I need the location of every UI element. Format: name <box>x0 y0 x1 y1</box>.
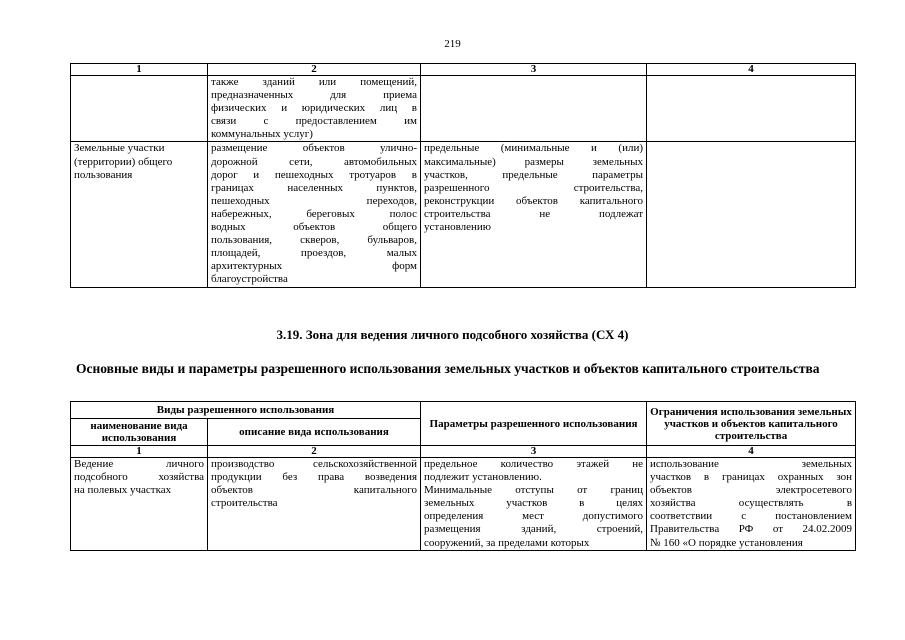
col-number: 4 <box>647 446 856 458</box>
cell-line: водных объектов общего <box>211 221 417 234</box>
cell-line: реконструкции объектов капитального <box>424 194 643 207</box>
column-number-row <box>71 446 856 458</box>
header-col4: Ограничения использования земельных участков и объектов капитального строительства <box>647 402 856 446</box>
cell-line: дорог и пешеходных тротуаров в <box>211 168 417 181</box>
cell-line: определения мест допустимого <box>424 510 644 523</box>
cell-line: № 160 «О порядке установления <box>650 536 803 549</box>
cell-line: участков, предельные параметры <box>424 168 643 181</box>
cell-line: предназначенных для приема <box>211 89 417 102</box>
cell-line: набережных, береговых полос <box>211 207 417 220</box>
table-cell <box>421 76 647 142</box>
cell-line: пользования, скверов, бульваров, <box>211 234 417 247</box>
cell-line: строительства не подлежат <box>424 207 643 220</box>
cell-line: строительства <box>211 497 278 510</box>
table-cell <box>421 142 647 287</box>
col-number: 4 <box>647 64 856 76</box>
cell-line: объектов электросетевого <box>650 484 853 497</box>
cell-line: подсобного хозяйства <box>74 471 204 484</box>
col-number: 2 <box>208 446 421 458</box>
table-row <box>71 142 856 287</box>
cell-line: связи с предоставлением им <box>211 115 417 128</box>
cell-line: установлению <box>424 221 492 234</box>
cell-line: сооружений, за пределами которых <box>424 536 590 549</box>
cell-line: размещение объектов улично- <box>211 142 417 155</box>
cell-line: пользования <box>74 168 133 181</box>
col-number: 3 <box>421 64 647 76</box>
header-group: Виды разрешенного использования <box>71 402 421 419</box>
cell-line: производство сельскохозяйственной <box>211 458 418 470</box>
cell-line: продукции без права возведения <box>211 471 418 484</box>
cell-line: размещения зданий, строений, <box>424 523 644 536</box>
cell-line: разрешенного строительства, <box>424 181 643 194</box>
cell-line: архитектурных форм <box>211 260 417 273</box>
cell-line: Ведение личного <box>74 458 204 470</box>
table-cell <box>208 458 421 551</box>
header-sub2: описание вида использования <box>208 419 421 446</box>
header-sub1: наименование вида использования <box>71 419 208 446</box>
cell-line: Правительства РФ от 24.02.2009 <box>650 523 853 536</box>
cell-line: границах населенных пунктов, <box>211 181 417 194</box>
table-cell <box>71 76 208 142</box>
table-cell <box>647 458 856 551</box>
cell-line: максимальные) размеры земельных <box>424 155 643 168</box>
col-number: 3 <box>421 446 647 458</box>
zone-heading: 3.19. Зона для ведения личного подсобного хозяйства (СХ 4) <box>276 327 629 342</box>
cell-line: подлежит установлению. <box>424 471 542 484</box>
page-number: 219 <box>444 38 461 50</box>
cell-line: Минимальные отступы от границ <box>424 484 644 497</box>
uses-table <box>70 401 856 551</box>
table-cell <box>208 76 421 142</box>
cell-line: хозяйства осуществлять в <box>650 497 853 510</box>
table-cell <box>71 458 208 551</box>
cell-line: соответствии с постановлением <box>650 510 853 523</box>
col-number: 1 <box>71 64 208 76</box>
col-number: 2 <box>208 64 421 76</box>
cell-line: участков в границах охранных зон <box>650 471 853 484</box>
column-number-row <box>71 64 856 76</box>
cell-line: предельное количество этажей не <box>424 458 644 470</box>
table-cell <box>71 142 208 287</box>
header-col3: Параметры разрешенного использования <box>421 402 647 446</box>
table-row <box>71 458 856 551</box>
cell-line: земельных участков в целях <box>424 497 644 510</box>
cell-line: также зданий или помещений, <box>211 76 417 88</box>
table-cell <box>647 142 856 287</box>
table-cell <box>208 142 421 287</box>
table-row <box>71 76 856 142</box>
section-heading: Основные виды и параметры разрешенного использования земельных участков и объектов капитального строительства <box>76 361 820 376</box>
cell-line: пешеходных переходов, <box>211 194 417 207</box>
cell-line: объектов капитального <box>211 484 418 497</box>
cell-line: коммунальных услуг) <box>211 128 313 141</box>
cell-line: благоустройства <box>211 273 288 286</box>
table-cell <box>647 76 856 142</box>
col-number: 1 <box>71 446 208 458</box>
cell-line: дорожной сети, автомобильных <box>211 155 417 168</box>
continuation-table <box>70 63 856 288</box>
cell-line: предельные (минимальные и (или) <box>424 142 643 155</box>
cell-line: (территории) общего <box>74 155 173 168</box>
cell-line: площадей, проездов, малых <box>211 247 417 260</box>
cell-line: на полевых участках <box>74 484 172 497</box>
cell-line: Земельные участки <box>74 142 165 155</box>
cell-line: физических и юридических лиц в <box>211 102 417 115</box>
cell-line: использование земельных <box>650 458 853 470</box>
table-cell <box>421 458 647 551</box>
